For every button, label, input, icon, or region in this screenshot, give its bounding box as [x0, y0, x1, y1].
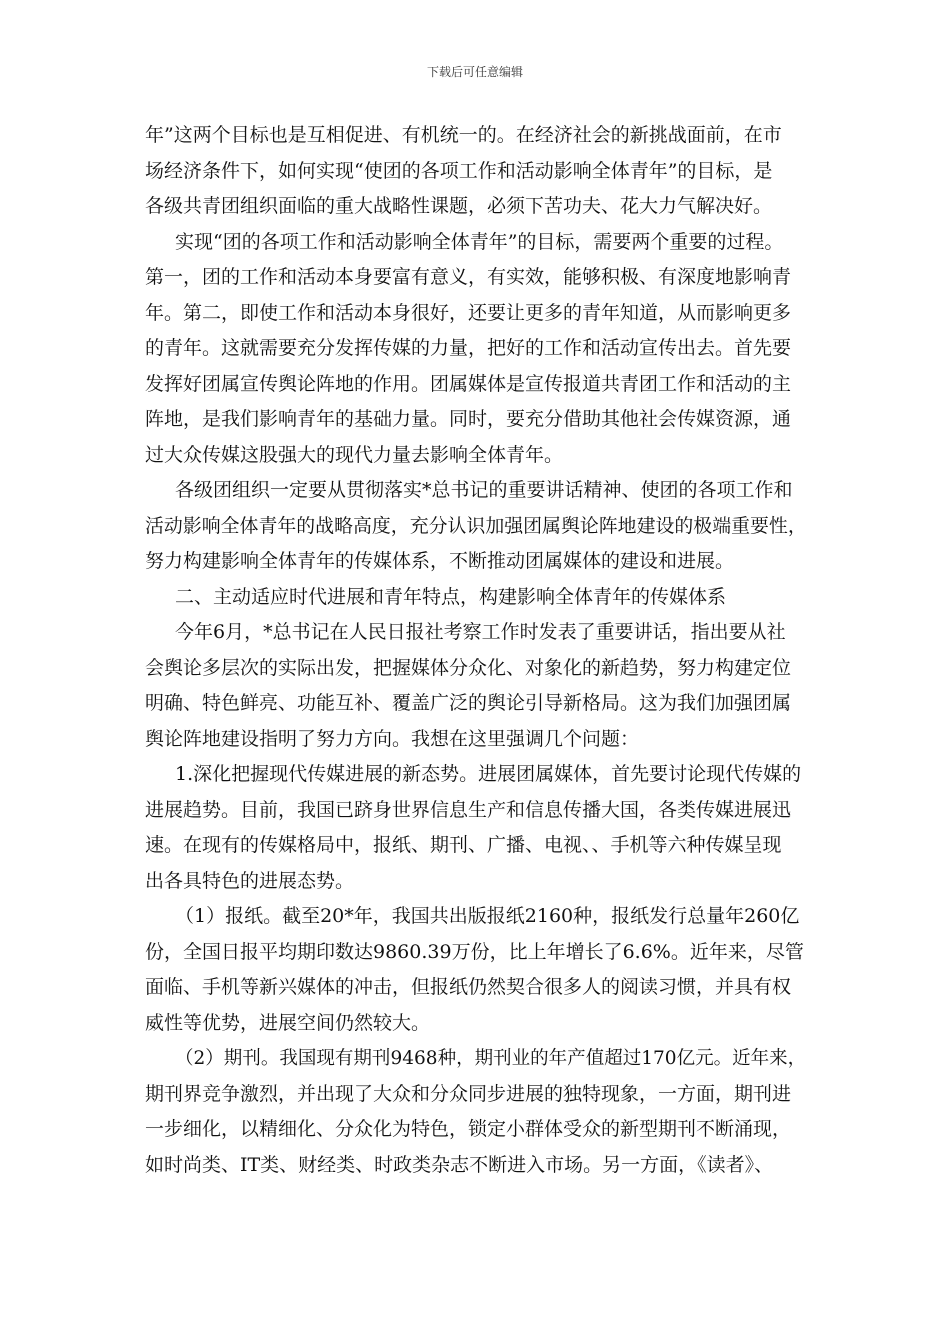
text-line: 各级团组织一定要从贯彻落实*总书记的重要讲话精神、使团的各项工作和 — [175, 479, 793, 501]
text-line: 第一，团的工作和活动本身要富有意义，有实效，能够积极、有深度地影响青 — [145, 266, 792, 288]
text-line: 的青年。这就需要充分发挥传媒的力量，把好的工作和活动宣传出去。首先要 — [145, 337, 792, 359]
text-line: 速。在现有的传媒格局中，报纸、期刊、广播、电视、、手机等六种传媒呈现 — [145, 834, 782, 856]
text-line: 1.深化把握现代传媒进展的新态势。进展团属媒体，首先要讨论现代传媒的 — [175, 763, 802, 785]
text-line: 各级共青团组织面临的重大战略性课题，必须下苦功夫、花大力气解决好。 — [145, 195, 773, 217]
text-line: 一步细化，以精细化、分众化为特色，锁定小群体受众的新型期刊不断涌现， — [145, 1118, 792, 1140]
text-line: （2）期刊。我国现有期刊9468种，期刊业的年产值超过170亿元。近年来， — [175, 1048, 807, 1069]
page-header: 下载后可任意编辑 — [426, 65, 523, 79]
text-line: 会舆论多层次的实际出发，把握媒体分众化、对象化的新趋势，努力构建定位 — [145, 656, 792, 679]
text-line: （1）报纸。截至20*年，我国共出版报纸2160种，报纸发行总量年260亿 — [175, 905, 800, 927]
text-line: 年。第二，即使工作和活动本身很好，还要让更多的青年知道，从而影响更多 — [145, 301, 792, 324]
text-line: 年”这两个目标也是互相促进、有机统一的。在经济社会的新挑战面前，在市 — [145, 124, 782, 146]
text-line: 发挥好团属宣传舆论阵地的作用。团属媒体是宣传报道共青团工作和活动的主 — [145, 372, 792, 395]
text-line: 实现“团的各项工作和活动影响全体青年”的目标，需要两个重要的过程。 — [175, 230, 784, 253]
text-line: 场经济条件下，如何实现“使团的各项工作和活动影响全体青年”的目标，是 — [145, 159, 773, 182]
text-line: 舆论阵地建设指明了努力方向。我想在这里强调几个问题： — [145, 727, 640, 750]
document-body — [145, 118, 807, 1183]
text-line: 阵地，是我们影响青年的基础力量。同时，要充分借助其他社会传媒资源，通 — [145, 408, 792, 430]
text-line: 明确、特色鲜亮、功能互补、覆盖广泛的舆论引导新格局。这为我们加强团属 — [145, 692, 792, 714]
text-line: 今年6月，*总书记在人民日报社考察工作时发表了重要讲话，指出要从社 — [175, 621, 786, 643]
text-line: 进展趋势。目前，我国已跻身世界信息生产和信息传播大国，各类传媒进展迅 — [145, 798, 792, 821]
text-line: 活动影响全体青年的战略高度，充分认识加强团属舆论阵地建设的极端重要性， — [145, 514, 807, 537]
text-line: 努力构建影响全体青年的传媒体系，不断推动团属媒体的建设和进展。 — [145, 550, 735, 572]
text-line: 出各具特色的进展态势。 — [145, 869, 355, 892]
text-line: 威性等优势，进展空间仍然较大。 — [145, 1011, 431, 1034]
text-line: 二、主动适应时代进展和青年特点，构建影响全体青年的传媒体系 — [175, 585, 727, 608]
text-line: 如时尚类、IT类、财经类、时政类杂志不断进入市场。另一方面，《读者》、 — [145, 1153, 774, 1176]
text-line: 面临、手机等新兴媒体的冲击，但报纸仍然契合很多人的阅读习惯，并具有权 — [145, 976, 792, 998]
text-line: 份，全国日报平均期印数达9860.39万份，比上年增长了6.6%。近年来，尽管 — [145, 940, 804, 963]
text-line: 期刊界竞争激烈，并出现了大众和分众同步进展的独特现象，一方面，期刊进 — [145, 1082, 792, 1105]
text-line: 过大众传媒这股强大的现代力量去影响全体青年。 — [145, 443, 564, 466]
